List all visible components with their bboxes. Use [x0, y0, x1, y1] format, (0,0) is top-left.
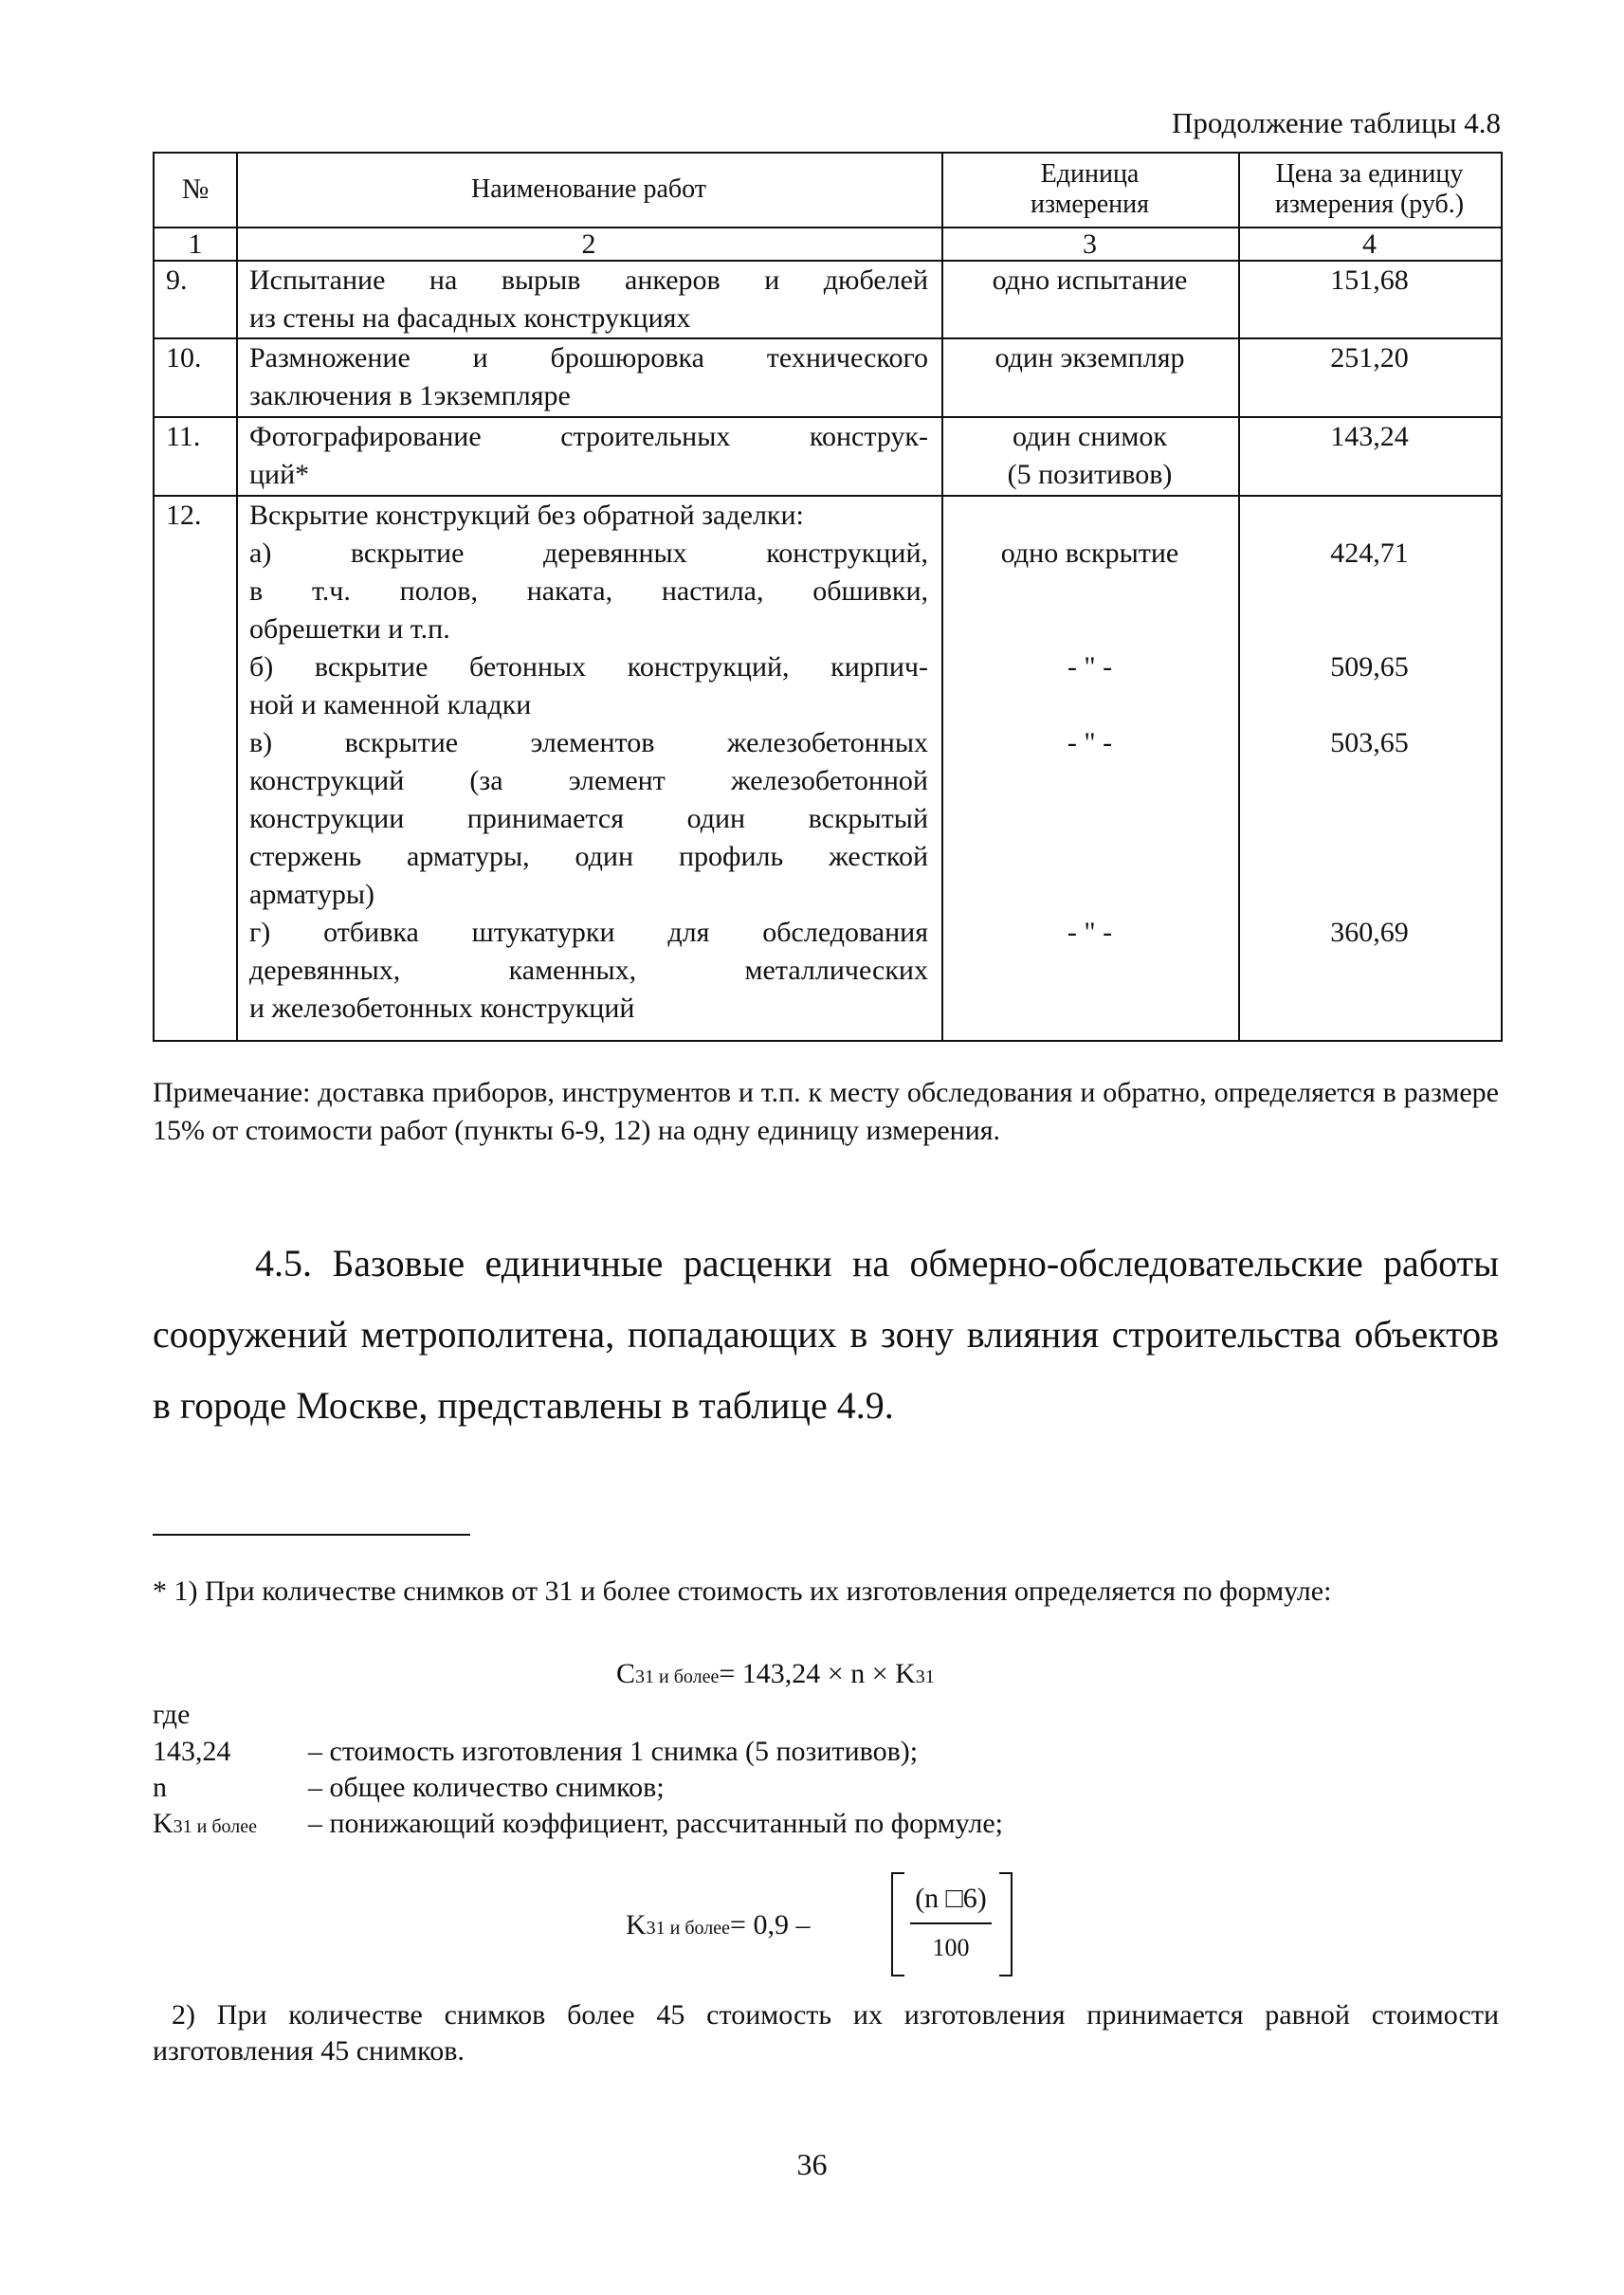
row-number: 11. — [166, 421, 201, 452]
subitem-price: 360,69 — [1330, 917, 1409, 948]
header-price-line: измерения (руб.) — [1274, 190, 1465, 219]
header-name: Наименование работ — [471, 174, 706, 204]
subitem-a — [249, 535, 928, 648]
header-unit-line: измерения — [1030, 190, 1150, 219]
subitem-line: в) вскрытие элементов железобетонных — [249, 727, 928, 758]
header-unit-line: Единица — [1040, 159, 1140, 189]
subitem-line: г) отбивка штукатурки для обследования — [249, 917, 928, 948]
def-term — [153, 1806, 257, 1845]
row-price: 143,24 — [1330, 421, 1409, 452]
formula-1-rhs-sub: 31 — [915, 1667, 935, 1687]
page-number: 36 — [796, 2147, 828, 2181]
row-unit: одно испытание — [992, 264, 1188, 296]
fraction-bar — [910, 1922, 992, 1924]
def-term: n — [153, 1772, 167, 1803]
table-note: Примечание: доставка приборов, инструментов и т.п. к месту обследования и обратно, определяется в размере 15% от стоимости работ (пункты 6-9, 12) на одну единицу измерения. — [153, 1077, 1499, 1146]
subitem-line: б) вскрытие бетонных конструкций, кирпич- — [249, 651, 928, 683]
subitem-line: и железобетонных конструкций — [249, 993, 635, 1024]
footnote-p2: 2) При количестве снимков более 45 стоимость их изготовления принимается равной стоимости изготовления 45 снимков. — [153, 1999, 1499, 2067]
subitem-c — [249, 724, 928, 914]
subitem-line: ной и каменной кладки — [249, 689, 532, 720]
row-unit-line: один снимок — [1013, 421, 1167, 452]
subitem-line: деревянных, каменных, металлических — [249, 955, 928, 986]
subitem-unit: - " - — [1067, 917, 1113, 948]
row-name — [249, 339, 928, 415]
row-name-line: из стены на фасадных конструкциях — [249, 302, 691, 334]
header-price-line: Цена за единицу — [1275, 159, 1464, 189]
fraction-denominator: 100 — [932, 1934, 970, 1961]
row-number: 9. — [166, 264, 188, 296]
subitem-price: 424,71 — [1330, 537, 1409, 569]
subitem-unit: - " - — [1067, 727, 1113, 758]
row-unit-line: (5 позитивов) — [1007, 459, 1173, 490]
subitem-line: конструкции принимается один вскрытый — [249, 803, 928, 834]
table-caption: Продолжение таблицы 4.8 — [1172, 106, 1501, 139]
formula-1-lhs: С — [616, 1658, 636, 1689]
subitem-price: 503,65 — [1330, 727, 1409, 758]
formula-2-left — [626, 1907, 810, 1946]
row-price: 251,20 — [1330, 342, 1409, 373]
fraction-numerator: (n □6) — [915, 1883, 987, 1914]
col-number: 4 — [1362, 228, 1377, 260]
row-number: 10. — [166, 342, 202, 373]
price-table — [153, 152, 1503, 1042]
right-bracket — [999, 1872, 1013, 1976]
def-term-sub: 31 и более — [173, 1816, 258, 1837]
col-number: 3 — [1083, 228, 1097, 260]
row-title: Вскрытие конструкций без обратной заделки: — [249, 500, 804, 531]
formula-2-mid: = 0,9 – — [730, 1909, 811, 1940]
def-term: 143,24 — [153, 1736, 231, 1767]
col-number: 2 — [581, 228, 596, 260]
subitem-line: в т.ч. полов, наката, настила, обшивки, — [249, 575, 928, 607]
formula-2-lhs-sub: 31 и более — [646, 1918, 731, 1939]
formula-2-lhs: K — [626, 1909, 647, 1940]
header-num: № — [181, 173, 210, 205]
row-price: 151,68 — [1330, 264, 1409, 296]
subitem-d — [249, 914, 928, 1028]
def-term-main: K — [153, 1808, 173, 1839]
row-name-line: заключения в 1экземпляре — [249, 380, 571, 411]
formula-1 — [616, 1656, 935, 1695]
subitem-b — [249, 648, 928, 724]
row-unit — [941, 418, 1238, 494]
row-name-line: Испытание на вырыв анкеров и дюбелей — [249, 264, 928, 296]
def-desc: – общее количество снимков; — [308, 1772, 665, 1803]
subitem-line: арматуры) — [249, 879, 375, 910]
def-desc: – понижающий коэффициент, рассчитанный по формуле; — [308, 1808, 1003, 1839]
footnote-p1: * 1) При количестве снимков от 31 и более стоимость их изготовления определяется по формуле: — [153, 1576, 1332, 1607]
table-col-divider — [236, 154, 238, 1040]
row-name-line: ций* — [249, 459, 310, 490]
col-number: 1 — [188, 228, 203, 260]
footnote-separator — [153, 1534, 470, 1536]
footnote-where: где — [153, 1699, 191, 1730]
subitem-line: обрешетки и т.п. — [249, 613, 450, 645]
formula-1-lhs-sub: 31 и более — [635, 1667, 720, 1687]
row-name-line: Фотографирование строительных конструк- — [249, 421, 928, 452]
row-unit: один экземпляр — [994, 342, 1185, 373]
formula-1-rhs: = 143,24 × n × K — [719, 1658, 916, 1689]
header-price — [1238, 159, 1501, 220]
subitem-unit: одно вскрытие — [1000, 537, 1179, 569]
row-number: 12. — [166, 500, 202, 531]
def-desc: – стоимость изготовления 1 снимка (5 позитивов); — [308, 1736, 919, 1767]
row-name — [249, 418, 928, 494]
subitem-unit: - " - — [1067, 651, 1113, 683]
subitem-price: 509,65 — [1330, 651, 1409, 683]
row-name-line: Размножение и брошюровка технического — [249, 342, 928, 373]
subitem-line: а) вскрытие деревянных конструкций, — [249, 537, 928, 569]
header-unit — [941, 159, 1238, 220]
section-paragraph: 4.5. Базовые единичные расценки на обмерно-обследовательские работы сооружений метрополитена, попадающих в зону влияния строительства объектов в городе Москве, представлены в таблице 4.9. — [153, 1242, 1499, 1427]
row-name — [249, 262, 928, 337]
subitem-line: конструкций (за элемент железобетонной — [249, 765, 928, 796]
subitem-line: стержень арматуры, один профиль жесткой — [249, 841, 928, 872]
